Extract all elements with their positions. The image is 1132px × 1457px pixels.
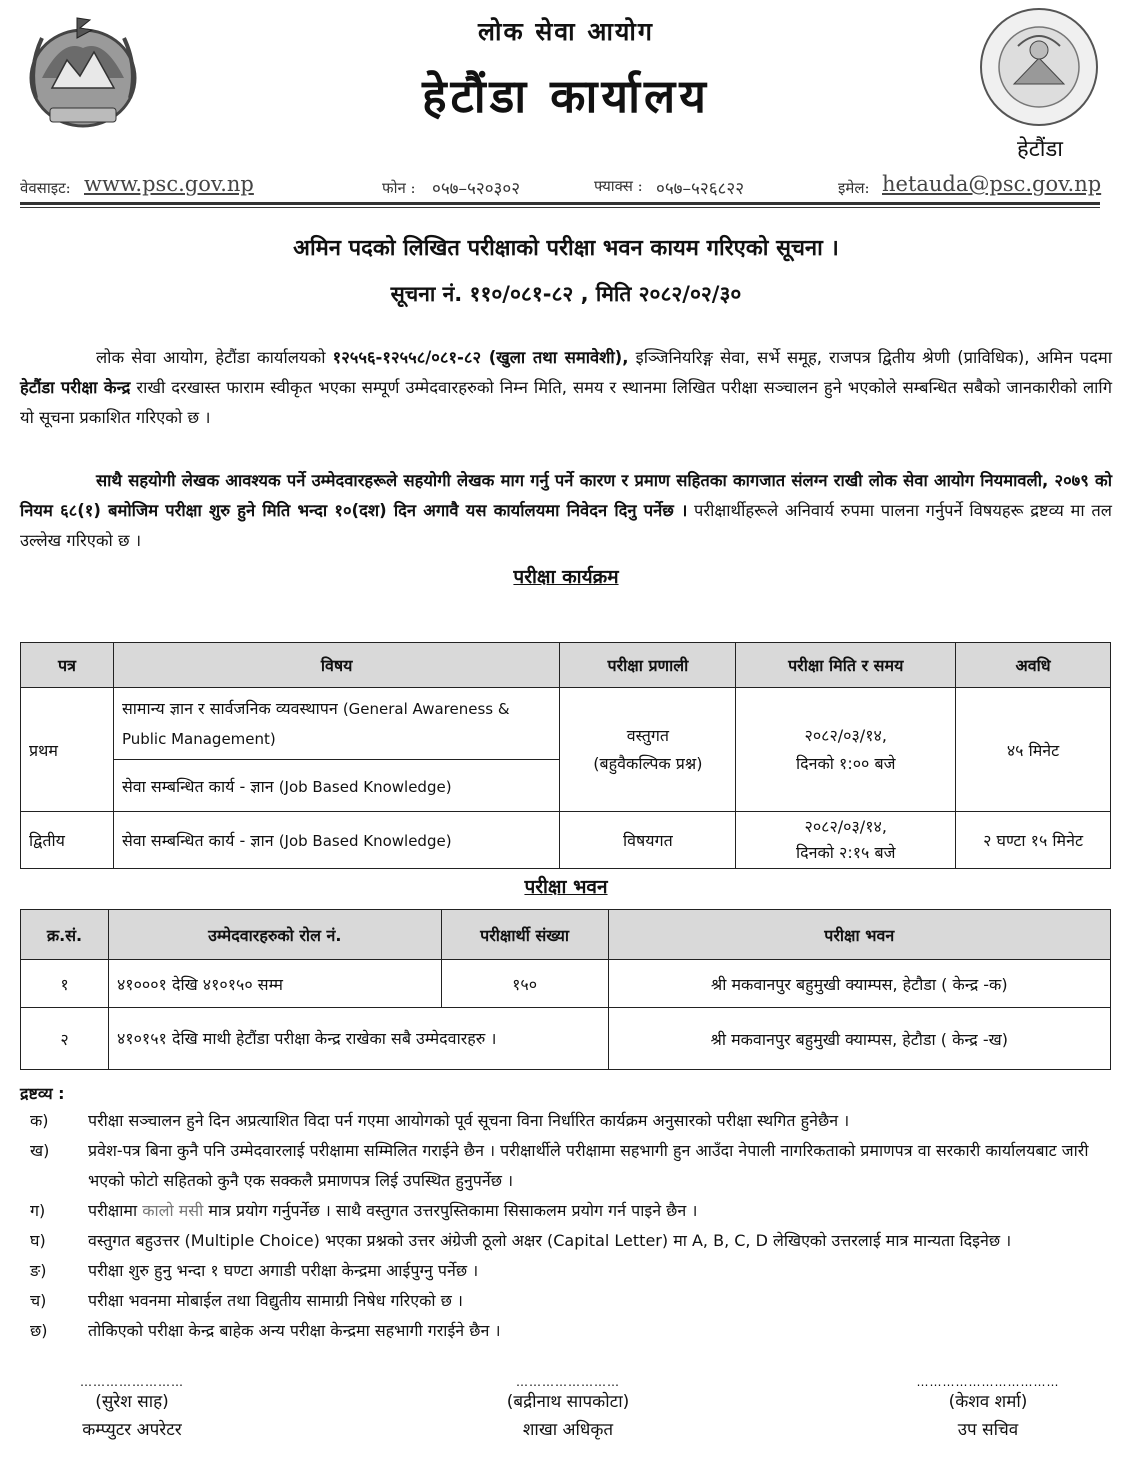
subject-text-en: (General Awareness & Public Management) xyxy=(121,699,510,748)
note-text: वस्तुगत बहुउत्तर (Multiple Choice) भएका प्रश्नको उत्तर अंग्रेजी ठूलो अक्षर (Capital Letter) मा A, B, C, D लेखिएको उत्तरलाई मात्र मान्यता दिइनेछ । xyxy=(88,1231,1012,1250)
phone-label: फोन : xyxy=(382,179,416,197)
signatory-title: कम्प्युटर अपरेटर xyxy=(82,1420,182,1440)
office-name: हेटौंडा कार्यालय xyxy=(422,69,710,123)
para1-advert-number: १२५५६-१२५५८/०८१-८२ (खुला तथा समावेशी), xyxy=(332,348,629,367)
intro-paragraph xyxy=(20,343,1112,433)
email-label: इमेल: xyxy=(838,179,870,197)
signature-block xyxy=(878,1376,1098,1444)
exam-datetime xyxy=(736,812,956,869)
exam-date: २०८२/०३/१४, xyxy=(804,817,887,836)
column-header: विषय xyxy=(113,643,560,688)
schedule-table xyxy=(20,642,1111,869)
note-text: परीक्षा भवनमा मोबाईल तथा विद्युतीय सामाग्री निषेध गरिएको छ । xyxy=(88,1291,463,1310)
column-header: क्र.सं. xyxy=(21,910,109,960)
note-mark: ग) xyxy=(30,1201,46,1220)
exam-time: दिनको २:१५ बजे xyxy=(795,843,896,862)
list-item xyxy=(20,1256,1112,1286)
signature-block xyxy=(458,1376,678,1444)
list-item xyxy=(20,1196,1112,1226)
column-header: परीक्षा मिति र समय xyxy=(736,643,956,688)
signatory-title: उप सचिव xyxy=(957,1420,1019,1440)
duration: २ घण्टा १५ मिनेट xyxy=(956,812,1111,869)
notice-title: अमिन पदको लिखित परीक्षाको परीक्षा भवन कायम गरिएको सूचना । xyxy=(293,236,839,261)
list-item xyxy=(20,1136,1112,1196)
table-row xyxy=(21,960,1111,1008)
note-text: परीक्षा शुरु हुनु भन्दा १ घण्टा अगाडी परीक्षा केन्द्रमा आईपुग्नु पर्नेछ । xyxy=(88,1261,479,1280)
signatory-title: शाखा अधिकृत xyxy=(522,1420,614,1440)
para2-text: परीक्षार्थीहरूले अनिवार्य रुपमा पालना गर्नुपर्ने विषयहरू द्रष्टव्य मा तल उल्लेख गरिएको छ । xyxy=(20,501,1112,550)
serial-number: २ xyxy=(21,1008,109,1070)
venue-table xyxy=(20,909,1111,1070)
signature-line: …………………… xyxy=(516,1375,620,1389)
exam-system: विषयगत xyxy=(560,812,736,869)
note-text: तोकिएको परीक्षा केन्द्र बाहेक अन्य परीक्षा केन्द्रमा सहभागी गराईने छैन । xyxy=(88,1321,501,1340)
duration: ४५ मिनेट xyxy=(956,688,1111,812)
exam-building: श्री मकवानपुर बहुमुखी क्याम्पस, हेटौडा ( केन्द्र -ख) xyxy=(608,1008,1110,1070)
note-text: मात्र प्रयोग गर्नुपर्नेछ । साथै वस्तुगत उत्तरपुस्तिकामा सिसाकलम प्रयोग गर्न पाइने छैन । xyxy=(203,1201,698,1220)
signature-line: …………………… xyxy=(80,1375,184,1389)
note-mark: ङ) xyxy=(30,1261,47,1280)
paper-name: द्वितीय xyxy=(21,812,114,869)
subject-text-en: (Job Based Knowledge) xyxy=(278,832,452,850)
table-row xyxy=(21,1008,1111,1070)
column-header: परीक्षार्थी संख्या xyxy=(441,910,608,960)
column-header: उम्मेदवारहरुको रोल नं. xyxy=(108,910,441,960)
roll-range: ४१०१५१ देखि माथी हेटौंडा परीक्षा केन्द्र राखेका सबै उम्मेदवारहरु । xyxy=(108,1008,608,1070)
subject-text: सामान्य ज्ञान र सार्वजनिक व्यवस्थापन xyxy=(121,698,338,718)
note-mark: घ) xyxy=(30,1231,46,1250)
notes-list xyxy=(20,1106,1112,1346)
notice-number-date: सूचना नं. ११०/०८१-८२ , मिति २०८२/०२/३० xyxy=(390,282,742,306)
subject-text-en: (Job Based Knowledge) xyxy=(278,777,452,796)
para2-bold-text: साथै सहयोगी लेखक आवश्यक पर्ने उम्मेदवारहरूले सहयोगी लेखक माग गर्नु पर्ने कारण र प्रमाण सहितका कागजात संलग्न राखी लोक सेवा आयोग नियमावली, २०७९ को नियम ६८(१) बमोजिम परीक्षा शुरु हुने मिति भन्दा १०(दश) दिन अगावै यस कार्यालयमा निवेदन दिनु पर्नेछ । xyxy=(20,471,1112,520)
exam-system xyxy=(560,688,736,812)
exam-datetime xyxy=(736,688,956,812)
venue-heading: परीक्षा भवन xyxy=(524,876,608,898)
header-divider xyxy=(20,202,1100,205)
table-header-row xyxy=(21,643,1111,688)
seal-caption: हेटौंडा xyxy=(1017,137,1063,162)
schedule-heading: परीक्षा कार्यक्रम xyxy=(513,566,619,588)
signature-block xyxy=(22,1376,242,1444)
fax-label: फ्याक्स : xyxy=(594,177,643,195)
fax-number: ०५७–५२६८२२ xyxy=(656,179,745,199)
website-link[interactable]: www.psc.gov.np xyxy=(84,172,254,196)
para1-center: हेटौंडा परीक्षा केन्द्र xyxy=(20,378,131,397)
exam-building: श्री मकवानपुर बहुमुखी क्याम्पस, हेटौडा ( केन्द्र -क) xyxy=(608,960,1110,1008)
list-item xyxy=(20,1106,1112,1136)
exam-time: दिनको १:०० बजे xyxy=(795,753,896,773)
column-header: अवधि xyxy=(956,643,1111,688)
roll-range: ४१०००१ देखि ४१०१५० सम्म xyxy=(108,960,441,1008)
list-item xyxy=(20,1316,1112,1346)
organization-name: लोक सेवा आयोग xyxy=(478,17,654,46)
exam-date: २०८२/०३/१४, xyxy=(804,725,887,745)
subject-cell xyxy=(113,760,560,812)
writer-paragraph xyxy=(20,466,1112,556)
email-link[interactable]: hetauda@psc.gov.np xyxy=(882,172,1102,196)
website-label: वेवसाइट: xyxy=(20,179,71,197)
para1-text-e: राखी दरखास्त फाराम स्वीकृत भएका सम्पूर्ण उम्मेदवारहरुको निम्न मिति, समय र स्थानमा लिखित परीक्षा सञ्चालन हुने भएकोले सम्बन्धित सबैको जानकारीको लागि यो सूचना प्रकाशित गरिएको छ । xyxy=(20,378,1112,427)
list-item xyxy=(20,1226,1112,1256)
column-header: परीक्षा प्रणाली xyxy=(560,643,736,688)
contact-row xyxy=(20,172,1100,202)
candidate-count: १५० xyxy=(441,960,608,1008)
signatory-name: (सुरेश साह) xyxy=(95,1392,169,1412)
table-row xyxy=(21,812,1111,869)
serial-number: १ xyxy=(21,960,109,1008)
note-text: परीक्षामा xyxy=(88,1201,143,1220)
header-divider-thin xyxy=(20,207,1100,208)
notes-label: द्रष्टव्य : xyxy=(20,1084,65,1103)
note-text: प्रवेश-पत्र बिना कुनै पनि उम्मेदवारलाई परीक्षामा सम्मिलित गराईने छैन । परीक्षार्थीले परीक्षामा सहभागी हुन आउँदा नेपाली नागरिकताको प्रमाणपत्र वा सरकारी कार्यालयबाट जारी भएको फोटो सहितको कुनै एक सक्कलै प्रमाणपत्र लिई उपस्थित हुनुपर्नेछ । xyxy=(88,1141,1089,1190)
subject-cell xyxy=(113,688,560,760)
column-header: परीक्षा भवन xyxy=(608,910,1110,960)
phone-number: ०५७–५२०३०२ xyxy=(432,179,521,199)
note-highlight: कालो मसी xyxy=(142,1201,204,1220)
note-mark: च) xyxy=(30,1291,47,1310)
table-row xyxy=(21,688,1111,760)
subject-cell xyxy=(113,812,560,869)
signatory-name: (केशव शर्मा) xyxy=(948,1392,1028,1412)
table-header-row xyxy=(21,910,1111,960)
signatory-name: (बद्रीनाथ सापकोटा) xyxy=(506,1392,630,1412)
paper-name: प्रथम xyxy=(21,688,114,812)
system-subtext: (बहुवैकल्पिक प्रश्न) xyxy=(593,753,703,773)
note-text: परीक्षा सञ्चालन हुने दिन अप्रत्याशित विदा पर्न गएमा आयोगको पूर्व सूचना विना निर्धारित कार्यक्रम अनुसारको परीक्षा स्थगित हुनेछैन । xyxy=(88,1111,850,1130)
column-header: पत्र xyxy=(21,643,114,688)
para1-text-c: इञ्जिनियरिङ्ग सेवा, सर्भे समूह, राजपत्र द्वितीय श्रेणी (प्राविधिक), अमिन पदमा xyxy=(628,348,1112,367)
subject-text: सेवा सम्बन्धित कार्य - ज्ञान xyxy=(121,776,274,796)
system-text: वस्तुगत xyxy=(626,725,670,745)
signature-line: …………………………… xyxy=(916,1375,1060,1389)
psc-seal-icon xyxy=(978,6,1100,128)
note-mark: ख) xyxy=(30,1141,50,1160)
list-item xyxy=(20,1286,1112,1316)
para1-text-a: लोक सेवा आयोग, हेटौंडा कार्यालयको xyxy=(96,348,333,367)
note-mark: छ) xyxy=(30,1321,48,1340)
note-mark: क) xyxy=(30,1111,49,1130)
subject-text: सेवा सम्बन्धित कार्य - ज्ञान xyxy=(121,831,274,850)
